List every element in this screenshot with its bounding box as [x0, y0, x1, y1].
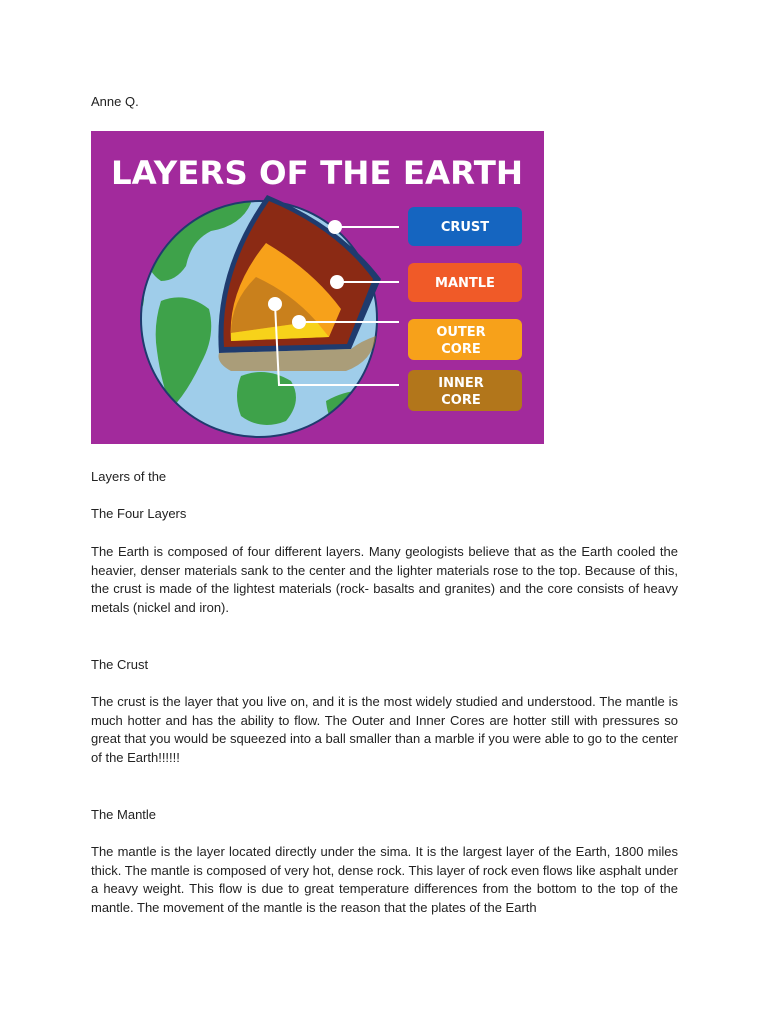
outer-core-marker [292, 315, 306, 329]
mantle-marker [330, 275, 344, 289]
earth-layers-illustration [91, 131, 544, 444]
figure-title: LAYERS OF THE EARTH [111, 154, 523, 192]
label-outer-core-line2: CORE [441, 342, 481, 357]
author-name: Anne Q. [91, 94, 139, 109]
section-body-mantle: The mantle is the layer located directly under the sima. It is the largest layer of the Earth, 1800 miles thick. The mantle is composed of very hot, dense rock. This layer of rock even flows like asphalt under a heavy weight. This flow is due to great temperature differences from the bottom to the top of the mantle. The movement of the mantle is the reason that the plates of the Earth [91, 844, 678, 916]
figure-caption: Layers of the [91, 469, 167, 484]
inner-core-marker [268, 297, 282, 311]
crust-marker [328, 220, 342, 234]
section-heading-crust: The Crust [91, 657, 149, 672]
section-body-crust: The crust is the layer that you live on, and it is the most widely studied and understood. The mantle is much hotter and has the ability to flow. The Outer and Inner Cores are hotter still with pressures so great that you would be squeezed into a ball smaller than a marble if you were able to go to the center of the Earth!!!!!! [91, 694, 678, 766]
label-inner-core [408, 370, 522, 411]
section-heading-four-layers: The Four Layers [91, 506, 187, 521]
label-crust-text: CRUST [440, 220, 490, 235]
label-inner-core-line2: CORE [441, 393, 481, 408]
label-mantle-text: MANTLE [435, 276, 495, 291]
label-outer-core [408, 319, 522, 360]
label-inner-core-line1: INNER [438, 376, 484, 391]
section-heading-mantle: The Mantle [91, 807, 157, 822]
earth-layers-figure [91, 131, 544, 444]
label-outer-core-line1: OUTER [436, 325, 486, 340]
section-body-four-layers: The Earth is composed of four different layers. Many geologists believe that as the Earth cooled the heavier, denser materials sank to the center and the lighter materials rose to the top. Because of this, the crust is made of the lightest materials (rock- basalts and granites) and the core consists of heavy metals (nickel and iron). [91, 544, 678, 616]
label-mantle [408, 263, 522, 302]
label-crust [408, 207, 522, 246]
